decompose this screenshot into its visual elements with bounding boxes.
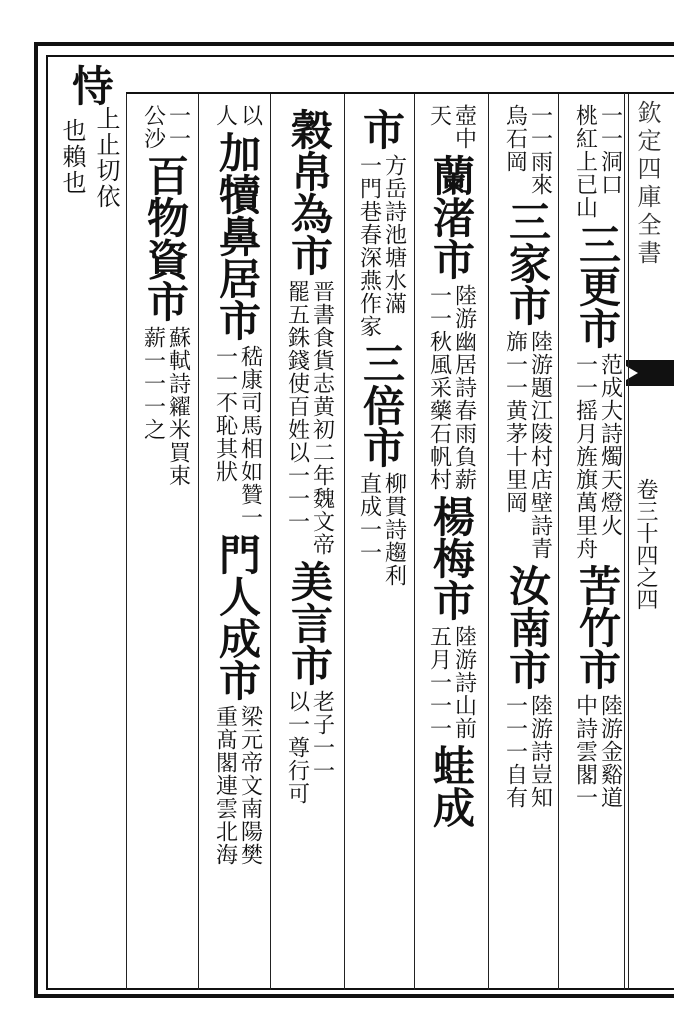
column-rule [198,94,199,990]
annotation-left: 人 [212,104,238,127]
annotation-left: 中詩雲閣一 [572,694,598,809]
annotation-pair [574,694,621,809]
annotation-right: 方岳詩池塘水滿 [381,154,407,315]
column-rule [488,94,489,990]
annotation-left: 一一不恥其狀 [212,345,238,483]
annotation-pair [214,345,261,529]
entry-term: 穀帛為市 [285,108,334,276]
column-rule [628,94,629,990]
annotation-right: 壺中 [451,104,477,150]
annotation-right: 一一洞口 [597,104,623,196]
column-rule [344,94,345,990]
annotation-left: 一一秋風采藥石帆村 [426,284,452,491]
annotation-right: 陸游詩山前 [451,625,477,740]
annotation-left: 公沙 [140,104,166,150]
text-column-c4 [350,104,412,587]
annotation-left: 烏石岡 [502,104,528,173]
entry-term: 加犢鼻居市 [213,131,262,341]
header-rule [126,92,674,94]
annotation-right: 范成大詩燭天燈火 [597,353,623,537]
annotation-pair [428,284,475,491]
head-gloss-right-col [94,106,118,210]
annotation-right: 陸游詩豈知 [527,694,553,809]
column-rule [414,94,415,990]
annotation-pair [214,705,261,866]
annotation-pair [574,353,621,560]
annotation-right: 陸游題江陵村店壁詩青 [527,330,553,560]
entry-term: 三倍市 [357,342,406,468]
annotation-left: 以一尊行可 [284,690,310,805]
annotation-right: 陸游金谿道 [597,694,623,809]
annotation-pair [358,472,405,587]
column-rule [270,94,271,990]
entry-term: 百物資市 [141,154,190,322]
book-title: 欽定四庫全書 [633,100,661,268]
head-gloss-right: 上止切依 [92,106,120,210]
entry-term: 美言市 [285,560,334,686]
annotation-left: 旆一一黄茅十里岡 [502,330,528,514]
entry-term: 蘭渚市 [427,154,476,280]
entry-term: 三更市 [573,223,622,349]
text-column-c6 [206,104,268,866]
annotation-right: 梁元帝文南陽樊 [237,705,263,866]
entry-term: 蛙成 [427,744,476,828]
annotation-left: 一門巷春深燕作家 [356,154,382,338]
annotation-left: 重髙閣連雲北海 [212,705,238,866]
text-column-c5 [278,104,340,805]
annotation-pair [428,104,475,150]
column-rule [558,94,559,990]
annotation-right: 以 [237,104,263,127]
annotation-right: 老子一一 [309,690,335,782]
annotation-pair [504,104,551,196]
annotation-pair [286,690,333,805]
text-column-c1 [566,104,628,809]
annotation-pair [574,104,621,219]
text-column-c2 [496,104,558,809]
entry-term: 三家市 [503,200,552,326]
entry-term: 門人成市 [213,533,262,701]
annotation-right: 蘇軾詩糴米買束 [165,326,191,487]
annotation-pair [504,330,551,560]
annotation-pair [142,326,189,487]
volume-label: 卷三十四之四 [633,478,658,610]
annotation-left: 直成一一 [356,472,382,564]
annotation-pair [142,104,189,150]
annotation-pair [504,694,551,809]
annotation-pair [286,280,333,556]
annotation-right: 柳貫詩趨利 [381,472,407,587]
annotation-right: 一一雨來 [527,104,553,196]
annotation-pair [428,625,475,740]
annotation-left: 一一摇月旌旗萬里舟 [572,353,598,560]
annotation-right: 嵇康司馬相如贊一 [237,345,263,529]
annotation-right: 陸游幽居詩春雨負薪 [451,284,477,491]
annotation-left: 一一一自有 [502,694,528,809]
head-gloss-left-col [60,118,84,196]
text-column-c7 [134,104,196,487]
column-rule [126,94,127,990]
head-character: 恃 [66,64,115,106]
entry-term: 苦竹市 [573,564,622,690]
entry-term: 市 [357,108,406,150]
annotation-pair [358,154,405,338]
entry-term: 楊梅市 [427,495,476,621]
annotation-pair [214,104,261,127]
annotation-left: 薪一一一之 [140,326,166,441]
text-column-c3 [420,104,482,832]
annotation-left: 桃紅上已山 [572,104,598,219]
annotation-left: 五月一一一 [426,625,452,740]
annotation-left: 罷五銖錢使百姓以一一一 [284,280,310,533]
head-gloss-left: 也賴也 [58,118,86,196]
annotation-right: 一一 [165,104,191,150]
annotation-right: 晋書食貨志黄初二年魏文帝 [309,280,335,556]
annotation-left: 天 [426,104,452,127]
entry-term: 汝南市 [503,564,552,690]
